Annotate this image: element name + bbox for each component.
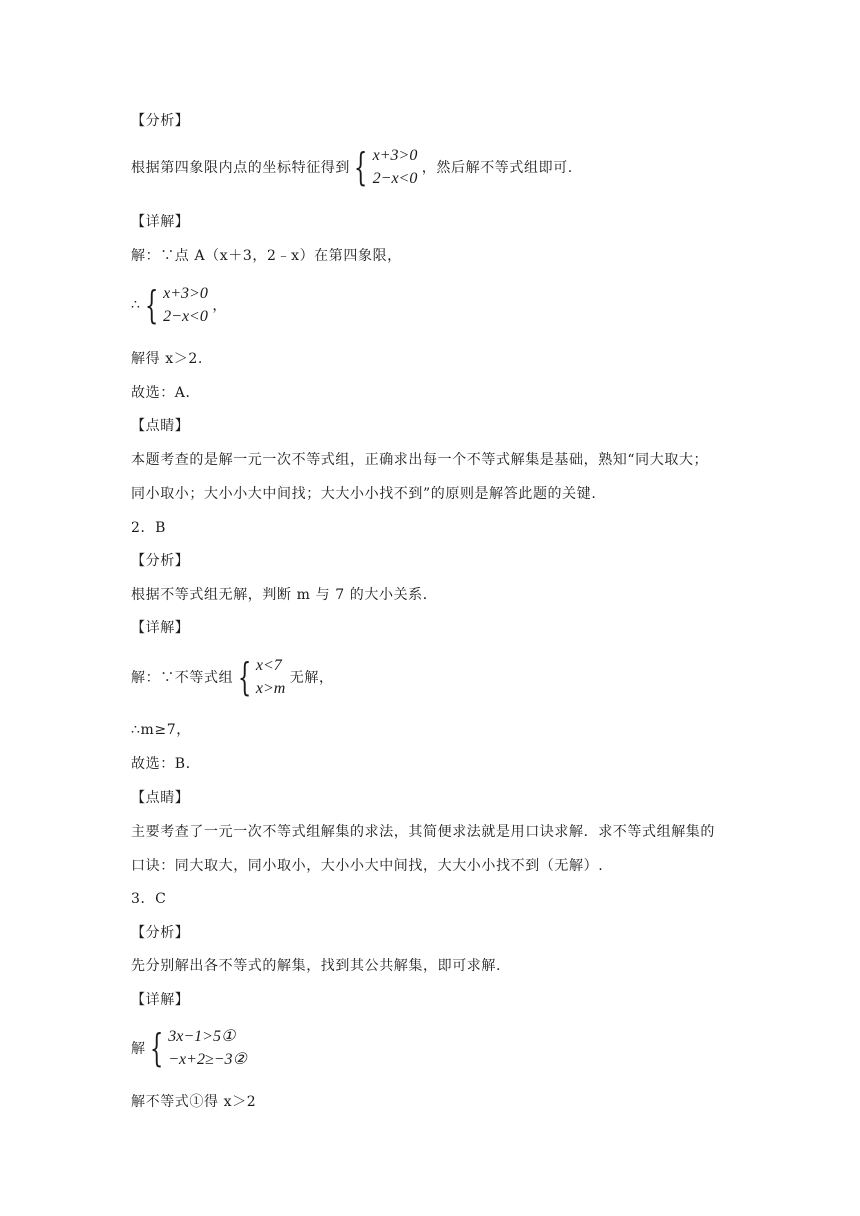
text-line: 口诀：同大取大，同小取小，大小小大中间找，大大小小找不到（无解）. (131, 858, 604, 874)
section-heading-comment: 【点睛】 (131, 790, 190, 806)
section-heading-detail: 【详解】 (131, 992, 190, 1008)
inequality: 2−x<0 (163, 308, 208, 325)
therefore-symbol: ∴ (131, 297, 141, 313)
inequality: 3x−1>5① (168, 1028, 236, 1045)
text: 根据第四象限内点的坐标特征得到 (131, 160, 350, 176)
inequality: x<7 (255, 657, 282, 674)
inequality: −x+2≥−3② (168, 1051, 247, 1068)
inequality-system (163, 282, 208, 328)
text: ，然后解不等式组即可. (421, 160, 573, 176)
text-line: 解：∵点 A（x＋3，2﹣x）在第四象限， (131, 248, 402, 264)
section-heading-analysis: 【分析】 (131, 113, 190, 129)
text-with-system (131, 1025, 247, 1071)
text-line: 解不等式①得 x＞2 (131, 1094, 257, 1110)
inequality-system (256, 654, 285, 700)
text: 解：∵不等式组 (131, 670, 234, 686)
section-heading-analysis: 【分析】 (131, 553, 190, 569)
question-answer: 3．C (131, 891, 167, 907)
section-heading-comment: 【点睛】 (131, 418, 190, 434)
text-with-system (131, 144, 573, 190)
inequality: x+3>0 (163, 285, 208, 302)
brace-icon: { (237, 655, 251, 699)
text-line: 故选：A． (131, 385, 201, 401)
text-line: 同小取小；大小小大中间找；大大小小找不到”的原则是解答此题的关键. (131, 486, 597, 502)
brace-icon: { (150, 1026, 164, 1070)
text-line: 先分别解出各不等式的解集，找到其公共解集，即可求解. (131, 958, 502, 974)
brace-icon: { (354, 145, 368, 189)
text: 解 (131, 1041, 146, 1057)
inequality-system (168, 1025, 247, 1071)
section-heading-detail: 【详解】 (131, 214, 190, 230)
text-line: ∴m≥7， (131, 722, 191, 738)
text-with-system (131, 282, 227, 328)
inequality: 2−x<0 (372, 170, 418, 187)
text: ， (212, 298, 227, 314)
inequality-system (373, 144, 418, 190)
text-line: 主要考查了一元一次不等式组解集的求法，其简便求法就是用口诀求解．求不等式组解集的 (131, 824, 715, 840)
section-heading-analysis: 【分析】 (131, 925, 190, 941)
text-line: 故选：B． (131, 756, 201, 772)
text-line: 本题考查的是解一元一次不等式组，正确求出每一个不等式解集是基础，熟知“同大取大； (131, 452, 709, 468)
question-answer: 2．B (131, 520, 166, 536)
inequality: x+3>0 (372, 147, 418, 164)
text-with-system (131, 654, 334, 700)
section-heading-detail: 【详解】 (131, 620, 190, 636)
text-line: 解得 x＞2. (131, 351, 203, 367)
text: 无解， (289, 670, 334, 686)
text-line: 根据不等式组无解，判断 m 与 7 的大小关系． (131, 587, 438, 603)
brace-icon: { (144, 283, 159, 327)
inequality: x>m (255, 680, 286, 697)
